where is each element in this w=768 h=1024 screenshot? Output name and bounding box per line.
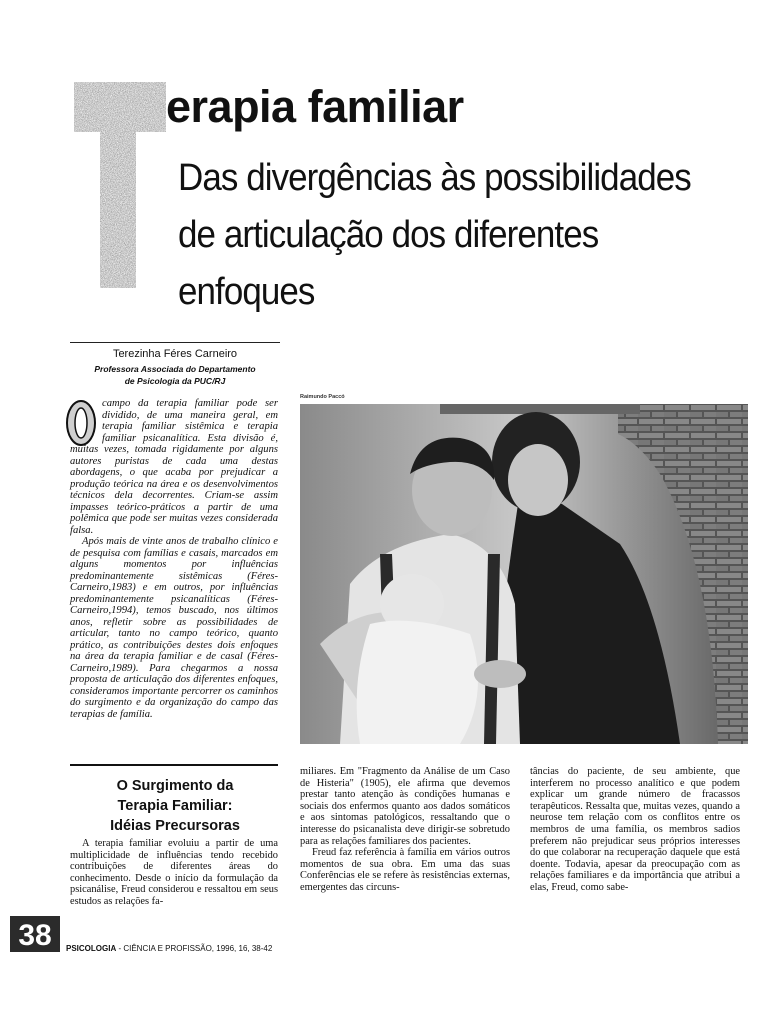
intro-text [70, 398, 278, 720]
body-col2-paragraph-1: miliares. Em "Fragmento da Análise de um Caso de Histeria" (1905), ele afirma que devemos prestar tanto atenção às condições humanas e sociais dos enfermos quanto aos dados somáticos e aos sintomas patológicos, ressaltando que o interesse do psicanalista deve dirigir-se sobretudo para as relações familiares dos pacientes. [300, 766, 510, 847]
author-name: Terezinha Féres Carneiro [112, 348, 238, 360]
section-heading-line1: O Surgimento da [116, 778, 234, 794]
section-heading [70, 776, 280, 836]
section-divider [70, 764, 278, 766]
author-affiliation-line2: de Psicologia da PUC/RJ [124, 376, 226, 386]
title-rest: erapia familiar [166, 81, 464, 132]
family-photo [300, 404, 748, 744]
footer-magazine: PSICOLOGIA [66, 944, 117, 953]
footer-citation-text: - CIÊNCIA E PROFISSÃO, 1996, 16, 38-42 [116, 944, 273, 953]
body-column-3 [530, 766, 740, 894]
page-number-badge [10, 916, 60, 952]
body-col1-paragraph: A terapia familiar evoluiu a partir de uma multiplicidade de influências tendo recebido contribuições de diferentes áreas do conhecimento. Desde o início da formulação da psicanálise, Freud considerou e ressaltou em seus estudos as relações fa- [70, 838, 278, 907]
body-col2-paragraph-2: Freud faz referência à família em vários outros momentos de sua obra. Em uma das suas Conferências ele se refere às resistências externas, emergentes das circuns- [300, 847, 510, 893]
body-col3-paragraph: tâncias do paciente, de seu ambiente, que interferem no processo analítico e que podem explicar um grande número de fracassos terapêuticos. Ressalta que, muitas vezes, quando a neurose tem relação com os conflitos entre os membros de uma família, os membros sadios preferem não prejudicar seus próprios interesses do que colaborar na recuperação daquele que está doente. Todavia, apesar da preocupação com as relações familiares e da importância que atribui a elas, Freud, como sabe- [530, 766, 740, 893]
body-column-2 [300, 766, 510, 894]
intro-paragraph-2: Após mais de vinte anos de trabalho clínico e de pesquisa com famílias e casais, marcados em alguns momentos por influências predominantemente sistêmicas (Féres-Carneiro,1983) e em outros, por influências predominantemente psicanalíticas (Féres-Carneiro,1994), temos buscado, nos últimos anos, refletir sobre as possibilidades de articular, tanto no campo teórico, quanto prático, as contribuições destes dois enfoques na área da terapia familiar e de casal (Féres-Carneiro,1989). Para chegarmos a nossa proposta de articulação dos diferentes enfoques, consideramos importante percorrer os caminhos do surgimento e da organização do campo das terapias de família. [70, 536, 278, 720]
article-subtitle: Das divergências às possibilidades de articulação dos diferentes enfoques [178, 157, 691, 313]
author-affiliation-line1: Professora Associada do Departamento [94, 364, 256, 374]
author-divider [70, 342, 280, 343]
article-title [166, 81, 464, 132]
intro-paragraph-1: campo da terapia familiar pode ser dividido, de uma maneira geral, em terapia familiar sistêmica e terapia familiar psicanalítica. Esta divisão é, muitas vezes, tomada rigidamente por alguns autores puristas de cada uma destas abordagens, o que acaba por prejudicar a produção teórica na área e os desenvolvimentos técnicos dela decorrentes. Criam-se assim impasses teórico-práticos a partir de uma polêmica que pode ser muitas vezes considerada falsa. [70, 398, 278, 536]
title-dropcap-t [74, 80, 166, 290]
photo-credit: Raimundo Paccó [300, 394, 345, 400]
author-affiliation [70, 363, 280, 387]
page-number: 38 [18, 919, 52, 952]
section-heading-line2: Terapia Familiar: [117, 798, 233, 814]
footer-citation [66, 944, 272, 953]
section-heading-line3: Idéias Precursoras [110, 818, 240, 834]
body-column-1 [70, 838, 278, 908]
